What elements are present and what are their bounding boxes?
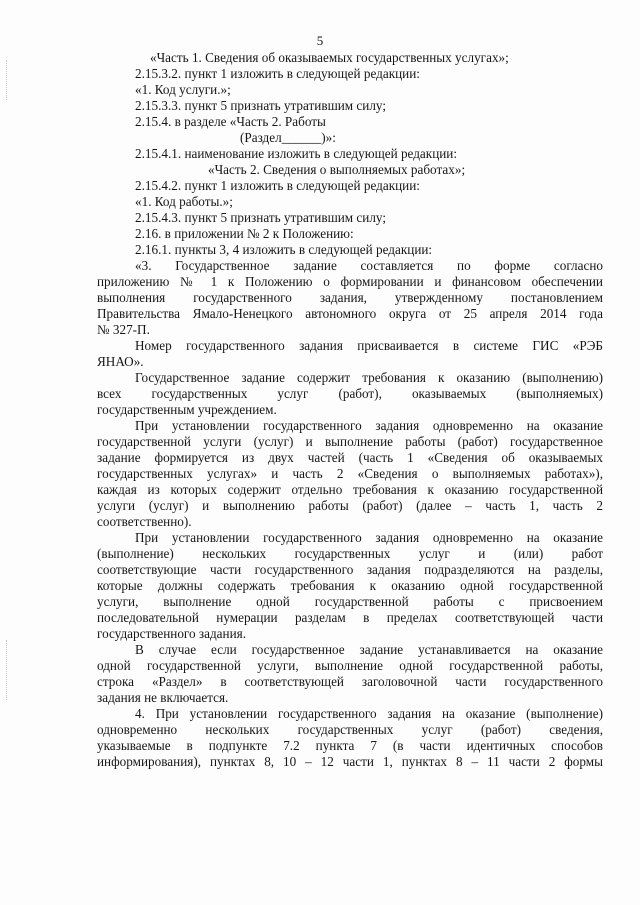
text-line: «Часть 1. Сведения об оказываемых государственных услугах»; <box>150 50 509 65</box>
text-line: одной государственной услуги, выполнение одной государственной работы, <box>97 658 603 673</box>
text-line: услуги (услуг) и выполнению работы (работ) (далее – часть 1, часть 2 <box>97 498 603 513</box>
text-line: 4. При установлении государственного задания на оказание (выполнение) <box>135 706 603 721</box>
text-line: задание формируется из двух частей (часть 1 «Сведения об оказываемых <box>97 450 603 465</box>
text-line: последовательной нумерации разделам в пределах соответствующей части <box>97 610 603 625</box>
text-line: 2.15.4. в разделе «Часть 2. Работы <box>135 114 326 129</box>
page-number: 5 <box>316 33 324 48</box>
scan-margin-marks <box>6 60 8 100</box>
text-line: государственной услуги (услуг) и выполнение работы (работ) государственное <box>97 434 603 449</box>
text-line: 2.16.1. пункты 3, 4 изложить в следующей редакции: <box>135 242 433 257</box>
text-line: 2.15.3.2. пункт 1 изложить в следующей редакции: <box>135 66 420 81</box>
text-line: Государственное задание содержит требования к оказанию (выполнению) <box>135 370 603 385</box>
text-line: приложению № 1 к Положению о формировании и финансовом обеспечении <box>97 274 603 289</box>
text-line: 2.16. в приложении № 2 к Положению: <box>135 226 354 241</box>
text-line: выполнения государственного задания, утвержденному постановлением <box>97 290 603 305</box>
text-line: каждая из которых содержит отдельно требования к оказанию государственной <box>97 482 603 497</box>
text-line: «3. Государственное задание составляется по форме согласно <box>135 258 603 273</box>
text-line: которые должны содержать требования к оказанию одной государственной <box>97 578 603 593</box>
text-line: задания не включается. <box>97 690 229 705</box>
text-line: (Раздел______)»: <box>240 130 336 145</box>
text-line: «1. Код услуги.»; <box>135 82 231 97</box>
text-line: всех государственных услуг (работ), оказываемых (выполняемых) <box>97 386 603 401</box>
text-line: государственным учреждением. <box>97 402 277 417</box>
text-line: ЯНАО». <box>97 354 144 369</box>
text-line: соответственно). <box>97 514 192 529</box>
text-line: «Часть 2. Сведения о выполняемых работах»; <box>208 162 466 177</box>
text-line: При установлении государственного задания одновременно на оказание <box>135 530 603 545</box>
text-line: 2.15.4.1. наименование изложить в следующей редакции: <box>135 146 458 161</box>
text-line: Номер государственного задания присваивается в системе ГИС «РЭБ <box>135 338 603 353</box>
text-line: 2.15.4.3. пункт 5 признать утратившим силу; <box>135 210 387 225</box>
text-line: (выполнение) нескольких государственных услуг и (или) работ <box>97 546 603 561</box>
text-line: указываемые в подпункте 7.2 пункта 7 (в части идентичных способов <box>97 738 603 753</box>
text-line: При установлении государственного задания одновременно на оказание <box>135 418 603 433</box>
text-line: Правительства Ямало-Ненецкого автономного округа от 25 апреля 2014 года <box>97 306 603 321</box>
text-line: «1. Код работы.»; <box>135 194 233 209</box>
text-line: государственного задания. <box>97 626 247 641</box>
text-line: В случае если государственное задание устанавливается на оказание <box>135 642 603 657</box>
text-line: № 327-П. <box>97 322 150 337</box>
text-line: соответствующие части государственного задания подразделяются на разделы, <box>97 562 603 577</box>
text-line: строка «Раздел» в соответствующей заголовочной части государственного <box>97 674 603 689</box>
text-line: услуги, выполнение одной государственной работы с присвоением <box>97 594 603 609</box>
text-line: информирования), пунктах 8, 10 – 12 части 1, пунктах 8 – 11 части 2 формы <box>97 754 603 769</box>
scan-margin-marks <box>6 640 8 700</box>
text-line: одновременно нескольких государственных услуг (работ) сведения, <box>97 722 603 737</box>
text-line: государственных услугах» и часть 2 «Сведения о выполняемых работах»), <box>97 466 603 481</box>
text-line: 2.15.4.2. пункт 1 изложить в следующей редакции: <box>135 178 420 193</box>
text-line: 2.15.3.3. пункт 5 признать утратившим силу; <box>135 98 387 113</box>
